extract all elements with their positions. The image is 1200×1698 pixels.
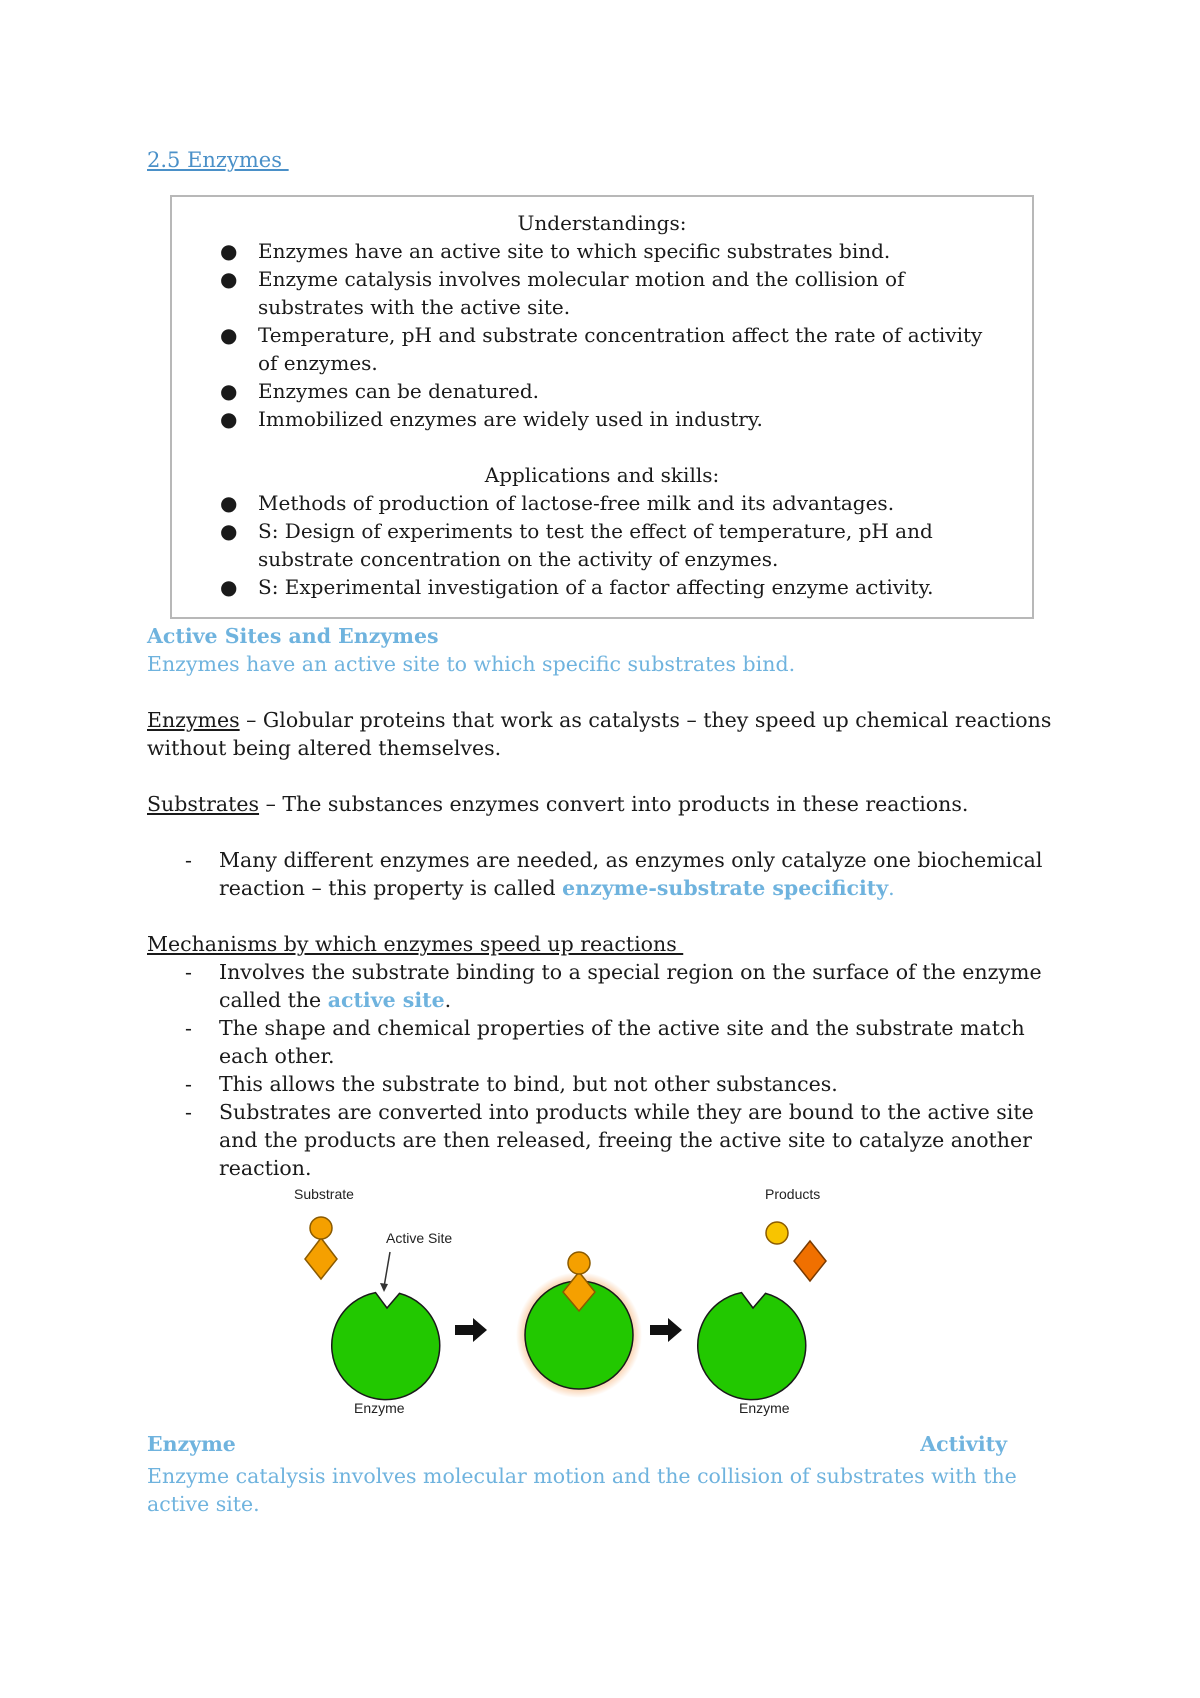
enzyme-icon-right xyxy=(698,1293,806,1400)
active-site-term: active site xyxy=(327,988,445,1012)
dash-bullet: - xyxy=(185,1100,192,1124)
enzyme-icon-left xyxy=(332,1293,440,1400)
list-item: - The shape and chemical properties of the active site and the substrate match each other. xyxy=(185,1016,1025,1068)
section-title: 2.5 Enzymes xyxy=(147,148,289,172)
bullet-icon: ● xyxy=(220,491,238,515)
active-site-label: Active Site xyxy=(386,1230,453,1246)
understandings-heading: Understandings: xyxy=(517,211,687,235)
dash-bullet: - xyxy=(185,960,192,984)
reaction-arrow-icon xyxy=(650,1318,682,1342)
specificity-list xyxy=(147,846,1057,902)
bullet-icon: ● xyxy=(220,267,238,291)
active-sites-subheading: Enzymes have an active site to which specific substrates bind. xyxy=(147,652,796,676)
active-site-arrow-icon xyxy=(380,1252,390,1292)
reaction-arrow-icon xyxy=(455,1318,487,1342)
list-item: ● S: Design of experiments to test the effect of temperature, pH and substrate concentration on the activity of enzymes. xyxy=(220,519,933,571)
dash-bullet: - xyxy=(185,1016,192,1040)
bullet-icon: ● xyxy=(220,323,238,347)
enzyme-substrate-diagram xyxy=(277,1175,1027,1430)
list-item: - Involves the substrate binding to a special region on the surface of the enzyme called the active site. xyxy=(185,960,1042,1012)
enzyme-activity-text: Enzyme catalysis involves molecular motion and the collision of substrates with the active site. xyxy=(147,1464,1017,1516)
substrate-label: Substrate xyxy=(294,1186,354,1202)
dash-bullet: - xyxy=(185,848,192,872)
understandings-list xyxy=(202,237,1002,433)
applications-list xyxy=(202,489,1002,601)
understandings-box xyxy=(170,195,1034,619)
dash-bullet: - xyxy=(185,1072,192,1096)
enzymes-definition: Enzymes – Globular proteins that work as catalysts – they speed up chemical reactions without being altered themselves. xyxy=(147,708,1052,760)
list-item: ● Enzymes can be denatured. xyxy=(220,379,540,403)
mechanisms-heading: Mechanisms by which enzymes speed up reactions xyxy=(147,932,684,956)
specificity-term: enzyme-substrate specificity xyxy=(562,876,889,900)
list-item: - Substrates are converted into products while they are bound to the active site and the products are then released, freeing the active site to catalyze another reaction. xyxy=(185,1100,1034,1180)
bullet-icon: ● xyxy=(220,407,238,431)
list-item: - This allows the substrate to bind, but not other substances. xyxy=(185,1072,838,1096)
mechanisms-list xyxy=(147,958,1057,1182)
enzyme-label-right: Enzyme xyxy=(739,1400,790,1416)
product-diamond-icon xyxy=(794,1241,826,1281)
bullet-icon: ● xyxy=(220,239,238,263)
enzymes-term: Enzymes xyxy=(147,708,240,732)
enzyme-activity-heading xyxy=(147,1430,1007,1458)
bullet-icon: ● xyxy=(220,519,238,543)
list-item: ● Methods of production of lactose-free milk and its advantages. xyxy=(220,491,895,515)
substrates-definition: Substrates – The substances enzymes convert into products in these reactions. xyxy=(147,792,969,816)
products-label: Products xyxy=(765,1186,821,1202)
enzyme-activity-heading-right: Activity xyxy=(920,1432,1007,1456)
list-item: ● S: Experimental investigation of a factor affecting enzyme activity. xyxy=(220,575,934,599)
enzyme-activity-heading-left: Enzyme xyxy=(147,1432,236,1456)
substrates-term: Substrates xyxy=(147,792,260,816)
main-text-flow xyxy=(147,622,1057,1182)
list-item: ● Temperature, pH and substrate concentration affect the rate of activity of enzymes. xyxy=(220,323,983,375)
list-item: ● Immobilized enzymes are widely used in industry. xyxy=(220,407,763,431)
list-item: ● Enzyme catalysis involves molecular motion and the collision of substrates with the active site. xyxy=(220,267,905,319)
active-sites-heading: Active Sites and Enzymes xyxy=(147,624,439,648)
substrate-icon xyxy=(305,1217,337,1279)
enzyme-label-left: Enzyme xyxy=(354,1400,405,1416)
list-item: ● Enzymes have an active site to which specific substrates bind. xyxy=(220,239,891,263)
product-circle-icon xyxy=(766,1222,788,1244)
bullet-icon: ● xyxy=(220,379,238,403)
list-item: - Many different enzymes are needed, as enzymes only catalyze one biochemical reaction – this property is called enzyme-substrate specificity. xyxy=(185,848,1043,900)
applications-heading: Applications and skills: xyxy=(484,463,720,487)
bullet-icon: ● xyxy=(220,575,238,599)
